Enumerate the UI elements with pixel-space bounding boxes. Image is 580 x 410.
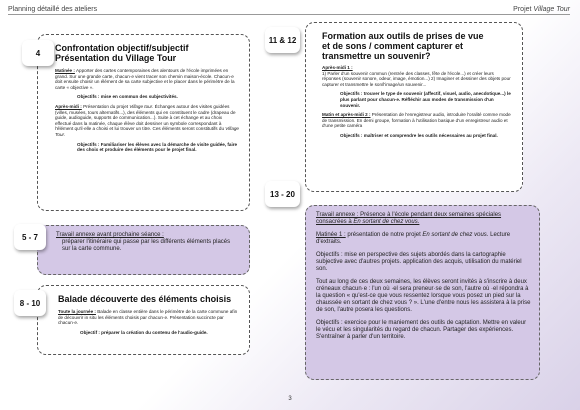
card-session-13-20: [305, 205, 540, 380]
card-5-7-text: préparer l'itinéraire qui passe par les différents éléments placés sur la carte commune.: [62, 239, 231, 252]
card-13-20-matinee-label: Matinée 1 :: [316, 232, 346, 238]
card-13-20-p3: Objectifs : exercice pour le maniement des outils de captation. Mettre en valeur le vécu et les singularités du regard de chacun. Partager des expériences. S'entraîner à parler d'un territoire.: [316, 320, 527, 340]
card-11-12-title-line2: et de sons / comment capturer et: [322, 41, 464, 51]
card-8-10-title: Balade découverte des éléments choisis: [58, 294, 232, 304]
card-11-12-apresmidi-text: 1) Parler d'un souvenir commun (rentrée des classes, fête de l'école...) et créer leurs réponses (souvenir sonore, odeur, image, émotion...) 2) Imaginer et dessiner des objets pour capturer et transmettre le son/l'image/un souvenir...: [322, 70, 511, 87]
card-11-12-objectifs-1: Objectifs : trouver le type de souvenir (affectif, visuel, audio, anecdotique...) le plus parlant pour chacun·e. Réfléchir aux modes de transmission d'un souvenir.: [340, 91, 511, 108]
card-4-apresmidi-italic-b: Village Tour.: [55, 126, 239, 137]
card-13-20-annexe-label: Travail annexe : Présence à l'école pendant deux semaines spéciales consacrées à: [316, 212, 502, 225]
card-4-title-line2: Présentation du Village Tour: [55, 53, 177, 63]
card-4-objectifs-1: Objectifs : mise en commun des subjectivités.: [77, 94, 178, 100]
card-session-4: [37, 34, 250, 211]
card-11-12-apresmidi-label: Après-midi 1 :: [322, 65, 353, 70]
card-13-20-matinee-text-b: Lecture d'extraits.: [316, 232, 511, 245]
header-right-italic: Village Tour: [533, 6, 570, 13]
card-11-12-matin-label: Matin et après-midi 2 :: [322, 112, 371, 118]
card-8-10-objectifs: Objectif : préparer la création du contenu de l'audio-guide.: [80, 329, 208, 335]
card-5-7-label: Travail annexe avant prochaine séance :: [56, 232, 164, 238]
card-4-matinee-text: Apporter des cartes contemporaines des alentours de l'école imprimées en grand. Sur une grande carte, chacun·e vient tracer son chemin maison-école. Chacun·e doit ensuite choisir un élément de sa carte subjective et le placer dans le périmètre de la carte « objective ».: [55, 68, 235, 90]
card-13-20-annexe: [316, 212, 531, 226]
card-13-20-p2: Tout au long de ces deux semaines, les élèves seront invités à s'inscrire à deux créneaux chacun·e : l'un où ·el sera preneur·se de son, l'autre où ·el répondra à la question « qu'est-ce que vous ressentez lorsque vous posez un pied sur la chaussée en sortant de chez vous ? ». L'une d'entre nous les assistera à la prise de son, l'autre posera les questions.: [316, 279, 531, 313]
card-13-20-p1: Objectifs : mise en perspective des sujets abordés dans la cartographie subjective avec d'autres projets. application des acquis, utilisation du matériel son.: [316, 252, 522, 272]
session-badge-5-7: 5 - 7: [14, 224, 46, 250]
card-4-title: [55, 43, 239, 63]
card-11-12-title: [322, 31, 512, 61]
card-session-11-12: [305, 22, 523, 192]
session-badge-11-12: 11 & 12: [265, 27, 300, 53]
header-left: Planning détaillé des ateliers: [8, 6, 98, 13]
session-badge-13-20: 13 - 20: [265, 181, 300, 207]
card-session-5-7: [37, 225, 250, 275]
card-4-apresmidi-label: Après-midi :: [55, 103, 82, 109]
card-13-20-matinee-text-a: présentation de notre projet: [345, 232, 423, 238]
card-4-matinee: [55, 68, 239, 90]
card-13-20-annexe-italic: En sortant de chez vous.: [353, 219, 420, 225]
card-11-12-title-line3: transmettre un souvenir?: [322, 51, 431, 61]
card-11-12-objectifs-2: Objectifs : maîtriser et comprendre les outils nécessaires au projet final.: [340, 132, 498, 138]
session-badge-8-10: 8 - 10: [14, 290, 46, 316]
page-number: 3: [288, 396, 292, 402]
card-4-title-line1: Confrontation objectif/subjectif: [55, 43, 189, 53]
card-4-matinee-label: Matinée :: [55, 68, 75, 73]
card-11-12-matin-text: Présentation de l'enregistreur audio, introduire l'oralité comme mode de transmission. En demi groupe, formation à l'utilisation basique d'un enregistreur audio et d'une petite caméra: [322, 112, 511, 129]
card-8-10-text: Balade en classe entière dans le périmètre de la carte commune afin de découvrir in situ les éléments choisis par chacun·e. Présentation succincte par chacun·e.: [58, 309, 238, 326]
header-right-prefix: Projet: [513, 6, 534, 13]
card-11-12-matin: [322, 112, 512, 129]
card-session-8-10: [37, 285, 250, 355]
card-4-apresmidi-text-b: Échanges autour des visites guidées (villes, musées, tours alternatifs...), des éléments qui en constituent le cadre (drapeau de guide, audioguide, supports de communication...). Suite à cet échange et au choix effectué dans la matinée, chaque élève doit dessiner un symbole correspondant à l'élément qu'il·elle a choisi et lui trouver un titre. Ces éléments seront constitutifs du: [55, 103, 236, 132]
card-8-10-journee: [58, 309, 239, 326]
card-4-objectifs-2: Objectifs : Familiariser les élèves avec la démarche de visite guidée, faire des choix et produire des éléments pour le projet final.: [77, 141, 238, 153]
card-8-10-label: Toute la journée :: [58, 309, 96, 314]
session-badge-4: 4: [22, 40, 54, 66]
card-4-apresmidi-italic-a: Village tour.: [129, 103, 154, 109]
card-4-apresmidi-text-a: Présentation du projet: [81, 103, 130, 109]
card-11-12-title-line1: Formation aux outils de prises de vue: [322, 31, 484, 41]
header-right: [513, 6, 570, 13]
card-13-20-matinee-italic: En sortant de chez vous.: [422, 232, 489, 238]
header-rule: [8, 14, 570, 15]
card-4-apresmidi: [55, 104, 239, 138]
card-13-20-matinee: [316, 232, 531, 246]
